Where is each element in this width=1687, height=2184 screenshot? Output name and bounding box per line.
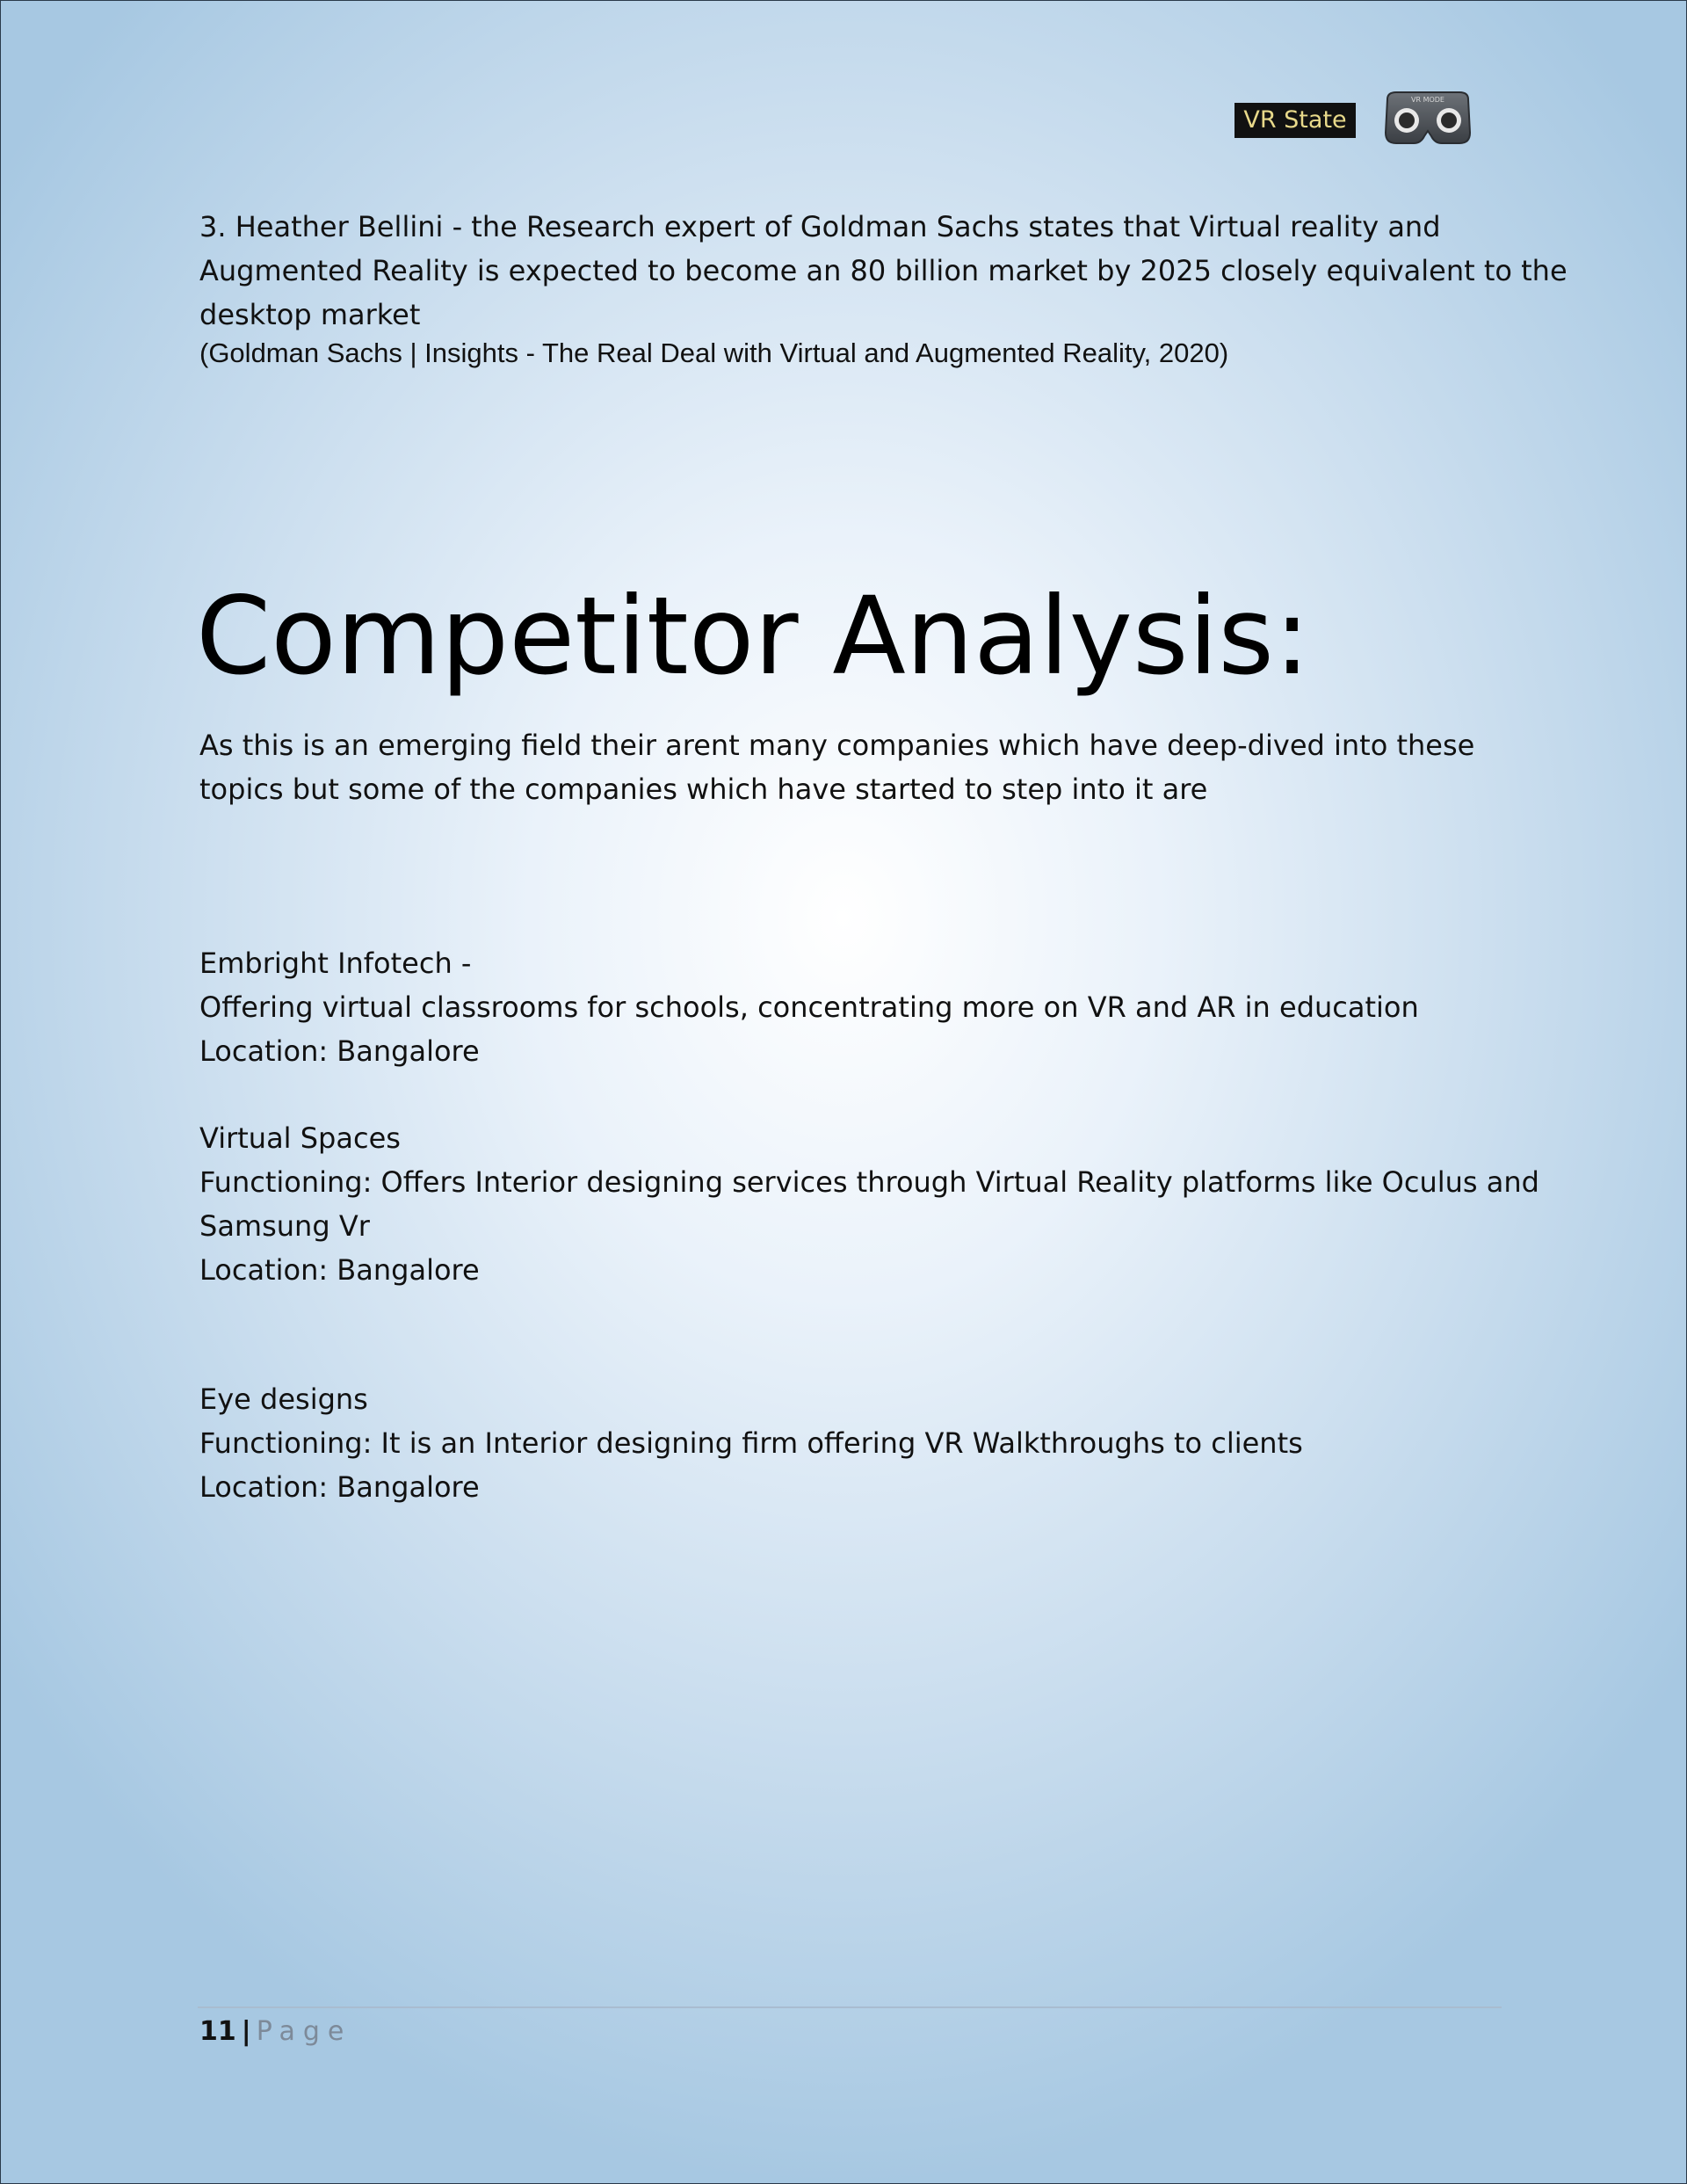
competitor-name: Embright Infotech - [199,947,472,980]
vr-icon-label: VR MODE [1411,96,1444,104]
competitor-description: Functioning: Offers Interior designing services through Virtual Reality platforms like Oculus and [199,1165,1539,1199]
competitor-location: Location: Bangalore [199,1034,480,1068]
footer-separator: | [241,2016,251,2047]
lead-line: topics but some of the companies which have started to step into it are [199,773,1208,806]
citation: (Goldman Sachs | Insights - The Real Deal with Virtual and Augmented Reality, 2020) [199,337,1229,368]
competitor-location: Location: Bangalore [199,1470,480,1504]
intro-line: desktop market [199,298,421,331]
competitor-description: Offering virtual classrooms for schools, concentrating more on VR and AR in education [199,990,1419,1024]
competitor-description: Samsung Vr [199,1209,370,1243]
competitor-description: Functioning: It is an Interior designing firm offering VR Walkthroughs to clients [199,1426,1303,1460]
lead-line: As this is an emerging field their arent many companies which have deep-dived into these [199,729,1475,762]
intro-line: Augmented Reality is expected to become an 80 billion market by 2025 closely equivalent to the [199,254,1568,287]
page-label: Page [256,2016,352,2047]
section-title: Competitor Analysis: [196,574,1311,699]
vr-headset-icon [1379,87,1477,152]
intro-line: 3. Heather Bellini - the Research expert of Goldman Sachs states that Virtual reality and [199,210,1441,243]
header-badge: VR State [1234,103,1356,138]
footer-divider [198,2006,1502,2008]
page-number: 11 [199,2016,236,2047]
competitor-location: Location: Bangalore [199,1253,480,1287]
competitor-name: Virtual Spaces [199,1121,401,1155]
competitor-name: Eye designs [199,1382,368,1416]
page-footer [199,2013,351,2050]
